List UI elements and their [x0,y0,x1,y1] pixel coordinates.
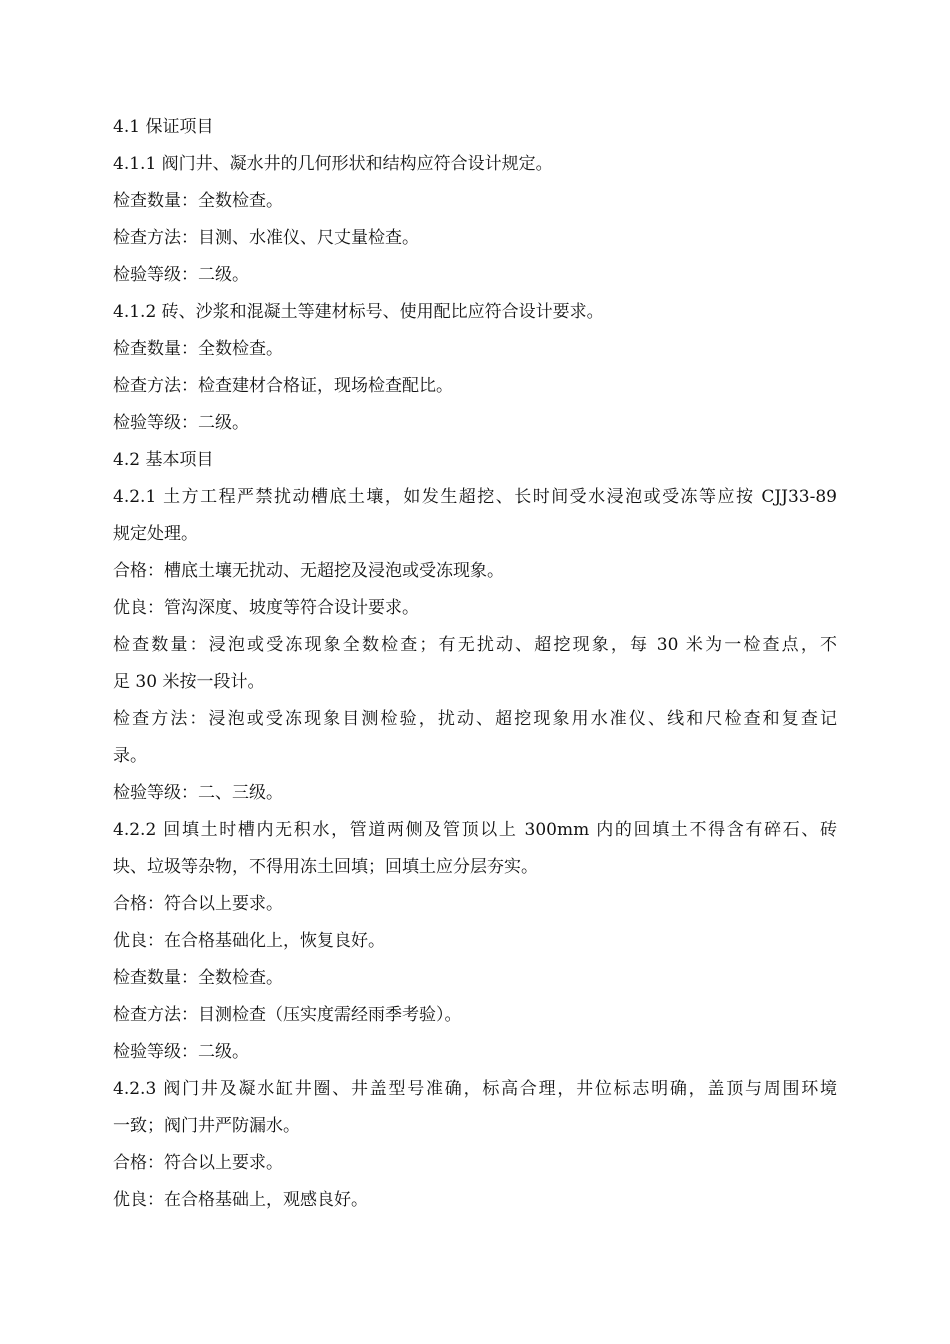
inspection-grade: 检验等级：二级。 [113,1042,249,1062]
section-heading: 4.1 保证项目 [113,117,214,137]
clause-text: 4.2.3 阀门井及凝水缸井圈、井盖型号准确，标高合理，井位标志明确，盖顶与周围环境 [113,1079,837,1099]
inspection-grade: 检验等级：二级。 [113,413,249,433]
clause-text-continued: 一致；阀门井严防漏水。 [113,1116,300,1136]
inspection-quantity: 检查数量：全数检查。 [113,191,283,211]
qualified-criteria: 合格：槽底土壤无扰动、无超挖及浸泡或受冻现象。 [113,561,504,581]
excellent-criteria: 优良：在合格基础上，观感良好。 [113,1190,368,1210]
document-page [113,109,837,1219]
inspection-method: 检查方法：目测、水准仪、尺丈量检查。 [113,228,419,248]
inspection-method: 检查方法：检查建材合格证，现场检查配比。 [113,376,453,396]
clause-text: 4.2.1 土方工程严禁扰动槽底土壤，如发生超挖、长时间受水浸泡或受冻等应按 CJJ33-89 [113,487,837,507]
clause-text-continued: 块、垃圾等杂物，不得用冻土回填；回填土应分层夯实。 [113,857,538,877]
section-heading: 4.2 基本项目 [113,450,214,470]
qualified-criteria: 合格：符合以上要求。 [113,894,283,914]
clause-text: 4.2.2 回填土时槽内无积水，管道两侧及管顶以上 300mm 内的回填土不得含有碎石、砖 [113,820,837,840]
excellent-criteria: 优良：在合格基础化上，恢复良好。 [113,931,385,951]
inspection-quantity: 检查数量：浸泡或受冻现象全数检查；有无扰动、超挖现象，每 30 米为一检查点，不 [113,635,837,655]
inspection-method: 检查方法：目测检查（压实度需经雨季考验）。 [113,1005,462,1025]
qualified-criteria: 合格：符合以上要求。 [113,1153,283,1173]
inspection-grade: 检验等级：二、三级。 [113,783,283,803]
clause-text: 4.1.1 阀门井、凝水井的几何形状和结构应符合设计规定。 [113,154,553,174]
clause-text: 4.1.2 砖、沙浆和混凝土等建材标号、使用配比应符合设计要求。 [113,302,604,322]
inspection-method: 检查方法：浸泡或受冻现象目测检验，扰动、超挖现象用水准仪、线和尺检查和复查记 [113,709,837,729]
inspection-quantity: 检查数量：全数检查。 [113,968,283,988]
excellent-criteria: 优良：管沟深度、坡度等符合设计要求。 [113,598,419,618]
inspection-method-continued: 录。 [113,746,147,766]
inspection-quantity: 检查数量：全数检查。 [113,339,283,359]
inspection-quantity-continued: 足 30 米按一段计。 [113,672,265,692]
inspection-grade: 检验等级：二级。 [113,265,249,285]
clause-text-continued: 规定处理。 [113,524,198,544]
